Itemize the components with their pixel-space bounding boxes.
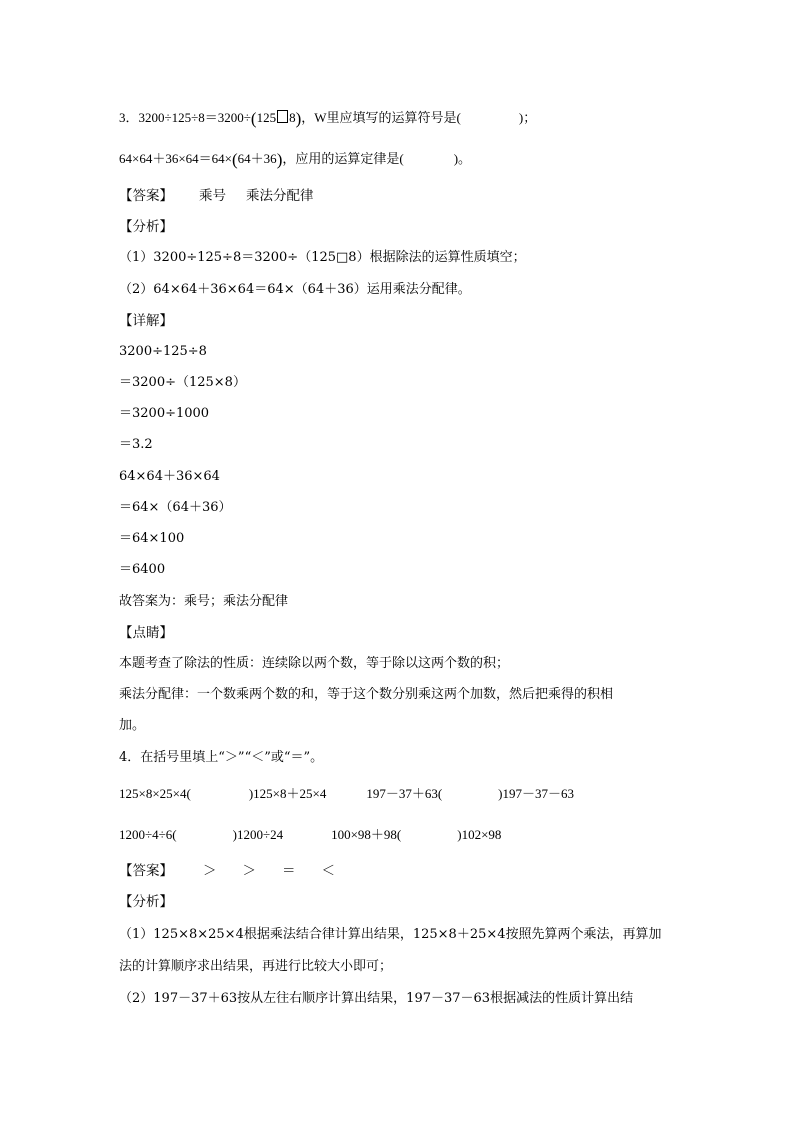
q4-analysis-3: （2）197－37＋63按从左往右顺序计算出结果，197－37－63根据减法的性质计算出结 bbox=[119, 991, 634, 1006]
q4-prompt: 4．在括号里填上“＞”“＜”或“＝”。 bbox=[119, 750, 324, 765]
q3-line1-c: 8 bbox=[289, 110, 296, 125]
q3-line1-e: )； bbox=[518, 110, 537, 125]
q3-answer-2: 乘法分配律 bbox=[246, 188, 314, 204]
answer-label: 【答案】 bbox=[119, 863, 173, 879]
q3-step-6: ＝64×（64＋36） bbox=[119, 500, 232, 515]
q4-row2-d: )102×98 bbox=[457, 827, 502, 842]
q3-comment-label: 【点睛】 bbox=[119, 625, 173, 641]
q3-step-5: 64×64＋36×64 bbox=[119, 469, 220, 484]
paren-close: ) bbox=[276, 150, 283, 169]
q3-comment-2: 乘法分配律：一个数乘两个数的和，等于这个数分别乘这两个加数，然后把乘得的积相 bbox=[119, 687, 614, 702]
q3-comment-3: 加。 bbox=[119, 718, 146, 733]
q4-answer bbox=[119, 862, 335, 880]
q3-answer bbox=[119, 187, 314, 205]
q4-analysis-2: 法的计算顺序求出结果，再进行比较大小即可； bbox=[119, 959, 393, 974]
q3-step-8: ＝6400 bbox=[119, 562, 166, 577]
q3-analysis-1: （1）3200÷125÷8＝3200÷（125□8）根据除法的运算性质填空； bbox=[119, 250, 526, 265]
q3-detail-label: 【详解】 bbox=[119, 313, 173, 329]
q3-step-4: ＝3.2 bbox=[119, 437, 153, 452]
q3-comment-1: 本题考查了除法的性质：连续除以两个数，等于除以这两个数的积； bbox=[119, 656, 510, 671]
paren-open: ( bbox=[232, 150, 238, 169]
q3-step-7: ＝64×100 bbox=[119, 531, 185, 546]
q4-answer-4: ＜ bbox=[321, 863, 335, 879]
q4-row1-a: 125×8×25×4( bbox=[119, 786, 191, 801]
q4-analysis-label: 【分析】 bbox=[119, 894, 173, 910]
q3-step-2: ＝3200÷（125×8） bbox=[119, 375, 246, 390]
q4-row-1 bbox=[119, 785, 574, 803]
q4-row2-b: )1200÷24 bbox=[232, 827, 284, 842]
q4-row1-c: 197－37＋63( bbox=[366, 786, 443, 801]
q4-answer-1: ＞ bbox=[203, 863, 217, 879]
q3-analysis-2: （2）64×64＋36×64＝64×（64＋36）运用乘法分配律。 bbox=[119, 282, 471, 297]
q3-line1 bbox=[119, 109, 536, 128]
q3-line1-b: 125 bbox=[256, 110, 277, 125]
q3-analysis-label: 【分析】 bbox=[119, 219, 173, 235]
operator-box bbox=[277, 110, 288, 123]
answer-label: 【答案】 bbox=[119, 188, 173, 204]
q3-answer-1: 乘号 bbox=[199, 188, 226, 204]
q3-line1-d: ，W里应填写的运算符号是( bbox=[301, 110, 461, 125]
q4-analysis-1: （1）125×8×25×4根据乘法结合律计算出结果，125×8＋25×4按照先算两个乘法，再算加 bbox=[119, 927, 662, 942]
q4-answer-3: ＝ bbox=[282, 863, 296, 879]
q3-line1-a: 3．3200÷125÷8＝3200÷ bbox=[119, 110, 251, 125]
q3-step-3: ＝3200÷1000 bbox=[119, 406, 210, 421]
paren-close: ) bbox=[295, 109, 302, 128]
paren-open: ( bbox=[250, 109, 257, 128]
q4-answer-2: ＞ bbox=[242, 863, 256, 879]
q3-line2-c: ，应用的运算定律是( bbox=[282, 151, 404, 166]
q3-conclusion: 故答案为：乘号；乘法分配律 bbox=[119, 594, 289, 609]
q3-step-1: 3200÷125÷8 bbox=[119, 344, 207, 359]
q3-line2-d: )。 bbox=[453, 151, 472, 166]
q3-line2-a: 64×64＋36×64＝64× bbox=[119, 151, 232, 166]
q3-line2 bbox=[119, 150, 471, 169]
q4-row2-c: 100×98＋98( bbox=[331, 827, 402, 842]
q4-row1-d: )197－37－63 bbox=[498, 786, 575, 801]
q4-row1-b: )125×8＋25×4 bbox=[248, 786, 327, 801]
q4-row2-a: 1200÷4÷6( bbox=[119, 827, 177, 842]
q4-row-2 bbox=[119, 826, 501, 844]
q3-line2-b: 64＋36 bbox=[237, 151, 277, 166]
